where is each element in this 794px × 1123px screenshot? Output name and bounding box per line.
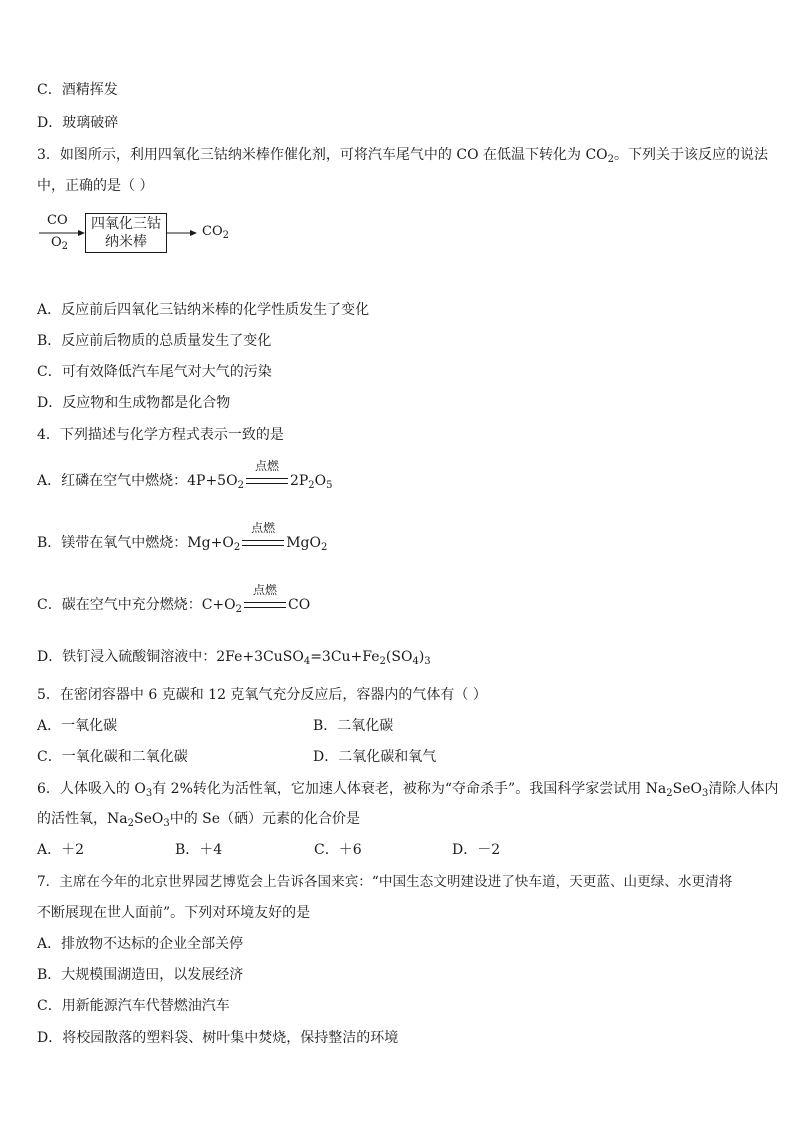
q5-option-c: C．一氧化碳和二氧化碳 <box>37 749 188 765</box>
q5-option-d: D．二氧化碳和氧气 <box>313 749 437 765</box>
equation-condition-arrow: 点燃 <box>244 595 286 615</box>
q6-stem-line1: 6．人体吸入的 $O_3$有 2%转化为活性氧，它加速人体衰老，被称为“夺命杀手”。我国科学家尝试用 $Na_2SeO_3$清除人体内 <box>37 781 779 799</box>
q6-option-a: A．＋2 <box>37 842 85 858</box>
q4-option-a: A．红磷在空气中燃烧：$4P+5O_2$ 点燃 $2P_2O_5$ <box>37 459 333 491</box>
equation-condition-arrow: 点燃 <box>246 471 288 491</box>
q7-option-c: C．用新能源汽车代替燃油汽车 <box>37 998 230 1014</box>
q5-option-b: B．二氧化碳 <box>313 718 394 734</box>
q3-option-c: C．可有效降低汽车尾气对大气的污染 <box>37 364 272 380</box>
q3-option-b: B．反应前后物质的总质量发生了变化 <box>37 333 272 349</box>
q4-option-c: C．碳在空气中充分燃烧：$C+O_2$ 点燃 CO <box>37 583 311 615</box>
q6-option-c: C．＋6 <box>314 842 362 858</box>
q7-stem-line1: 7．主席在今年的北京世界园艺博览会上告诉各国来宾：“中国生态文明建设进了快车道，天更蓝、山更绿、水更清将 <box>37 874 733 890</box>
q4-option-b: B．镁带在氧气中燃烧：$Mg+O_2$ 点燃 MgO$_2$ <box>37 521 328 553</box>
q3-reaction-diagram <box>37 209 257 259</box>
q6-stem-line2: 的活性氧，$Na_2SeO_3$中的 Se（硒）元素的化合价是 <box>37 811 361 829</box>
q7-option-a: A．排放物不达标的企业全部关停 <box>37 936 244 952</box>
q7-stem-line2: 不断展现在世人面前”。下列对环境友好的是 <box>37 905 311 921</box>
q7-option-d: D．将校园散落的塑料袋、树叶集中焚烧，保持整洁的环境 <box>37 1030 399 1046</box>
q6-option-d: D．－2 <box>452 842 501 858</box>
diagram-input-o2: $O_2$ <box>51 235 69 252</box>
q7-option-b: B．大规模围湖造田，以发展经济 <box>37 967 244 983</box>
diagram-input-co: CO <box>47 213 68 228</box>
q5-stem: 5．在密闭容器中 6 克碳和 12 克氧气充分反应后，容器内的气体有（ ） <box>37 687 487 703</box>
diagram-output-co2: $CO_2$ <box>202 224 229 241</box>
catalyst-label-line2: 纳米棒 <box>105 234 147 250</box>
q6-option-b: B．＋4 <box>175 842 223 858</box>
q3-stem-line2: 中，正确的是（ ） <box>37 178 154 194</box>
q3-option-d: D．反应物和生成物都是化合物 <box>37 395 231 411</box>
q3-option-a: A．反应前后四氧化三钴纳米棒的化学性质发生了变化 <box>37 302 370 318</box>
catalyst-box <box>85 213 167 253</box>
catalyst-label-line1: 四氧化三钴 <box>91 216 161 232</box>
q2-option-d: D．玻璃破碎 <box>37 115 119 131</box>
q3-stem-line1: 3．如图所示，利用四氧化三钴纳米棒作催化剂，可将汽车尾气中的 CO 在低温下转化为 $CO_2$。下列关于该反应的说法 <box>37 147 769 165</box>
q4-stem: 4．下列描述与化学方程式表示一致的是 <box>37 427 284 443</box>
equation-condition-arrow: 点燃 <box>242 533 284 553</box>
q5-option-a: A．一氧化碳 <box>37 718 118 734</box>
q4-option-d: D．铁钉浸入硫酸铜溶液中：$2Fe+3CuSO_4=3Cu+Fe_2(SO_4)_3$ <box>37 649 431 667</box>
q2-option-c: C．酒精挥发 <box>37 82 118 98</box>
